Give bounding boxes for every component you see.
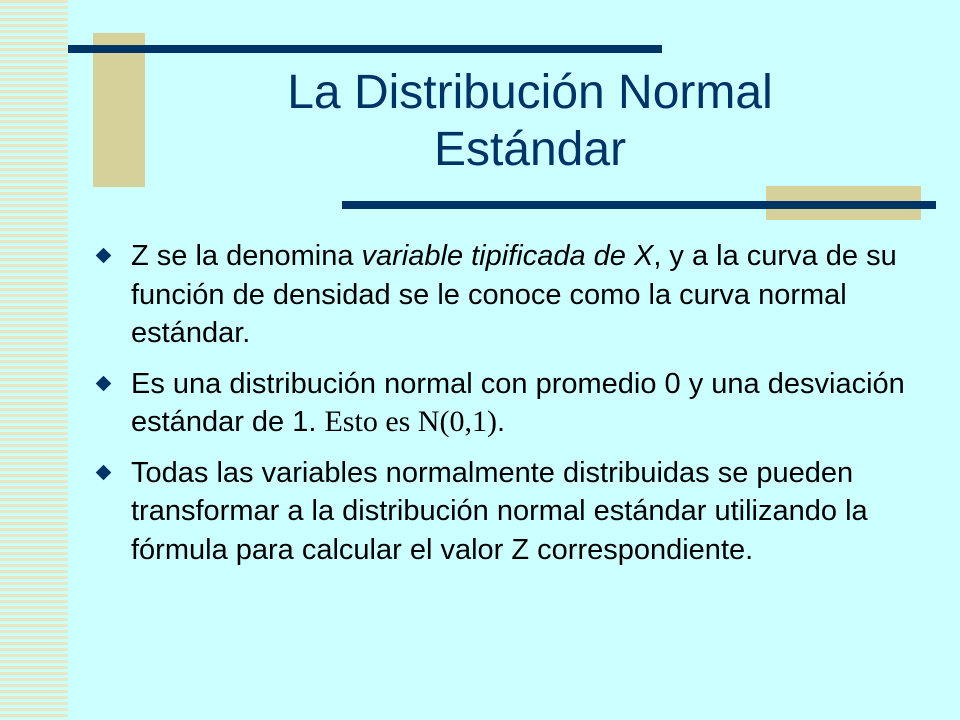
bullet-2-text-end: .: [496, 406, 506, 438]
decorative-tan-block-left: [93, 33, 145, 187]
bullet-item-1: [98, 237, 928, 353]
bullet-item-2: [98, 365, 928, 442]
bullet-1-text-end: , y a la curva de su función de densidad se le conoce como la curva normal estándar.: [131, 240, 897, 349]
bullet-3-text: Todas las variables normalmente distribuidas se pueden transformar a la distribución normal estándar utilizando la fórmula para calcular el valor Z correspondiente.: [131, 456, 868, 566]
decorative-stripe-band: [0, 0, 68, 720]
title-rule-top: [68, 45, 662, 53]
slide-body: [98, 237, 928, 581]
bullet-2-text-start: Es una distribución normal con promedio 0 y una desviación estándar de 1.: [131, 367, 905, 438]
diamond-bullet-icon: [96, 464, 112, 480]
title-rule-bottom: [342, 201, 936, 209]
slide-title-line-1: La Distribución Normal: [287, 66, 773, 119]
diamond-bullet-icon: [96, 248, 112, 264]
bullet-2-notation: Esto es N(0,1): [324, 405, 497, 438]
slide-title: [155, 64, 905, 178]
bullet-1-italic-term: variable tipificada de X: [361, 240, 654, 272]
slide-title-line-2: Estándar: [433, 123, 627, 176]
diamond-bullet-icon: [96, 375, 112, 391]
bullet-1-text-start: Z se la denomina: [131, 240, 362, 272]
bullet-item-3: [98, 454, 928, 570]
